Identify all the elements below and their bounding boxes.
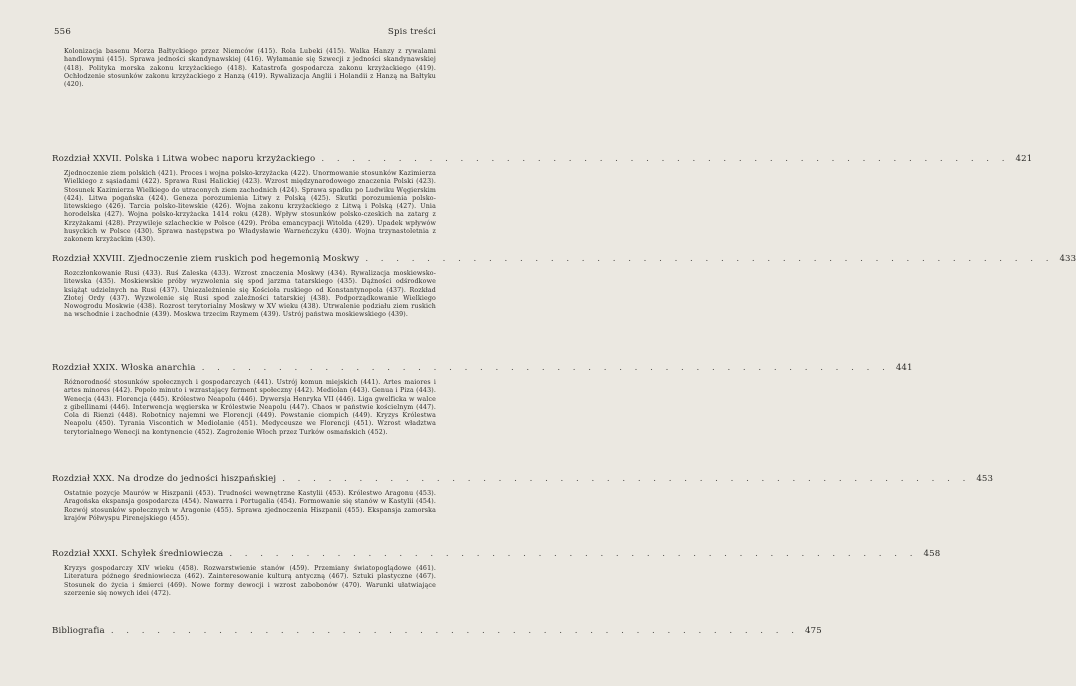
chapter-title: Rozdział XXX. Na drodze do jedności hiszpańskiej [52, 474, 277, 484]
dot-leader: . . . . . . . . . . . . . . . . . . . . . . . . . . . . . . . . . . . . . . . . . . . . . [110, 626, 799, 636]
dot-leader: . . . . . . . . . . . . . . . . . . . . . . . . . . . . . . . . . . . . . . . . . . . . . [321, 154, 1010, 164]
running-title: Spis treści [387, 27, 436, 37]
chapter-page: 433 [1059, 254, 1076, 264]
chapter-heading [52, 254, 1076, 264]
chapter-title: Rozdział XXVIII. Zjednoczenie ziem ruskich pod hegemonią Moskwy [52, 254, 360, 264]
chapter-title: Rozdział XXIX. Włoska anarchia [52, 363, 196, 373]
chapter-page: 421 [1015, 154, 1033, 164]
chapter-contents: Kryzys gospodarczy XIV wieku (458). Rozwarstwienie stanów (459). Przemiany światopoglądowe (461). Literatura późnego średniowiecza (462). Zainteresowanie kulturą antyczną (467). Sztuki plastyczne (467). Stosunek do życia i śmierci (469). Nowe formy dewocji i wzrost zabobonów (470). Warunki ułatwiające szerzenie się nowych idei (472). [64, 565, 436, 597]
page-header [54, 27, 436, 37]
chapter-page: 453 [976, 474, 994, 484]
chapter-title: Rozdział XXXI. Schyłek średniowiecza [52, 549, 224, 559]
bibliography-entry [52, 626, 822, 636]
chapter-28 [52, 254, 1076, 320]
chapter-contents: Zjednoczenie ziem polskich (421). Proces i wojna polsko-krzyżacka (422). Unormowanie stosunków Kazimierza Wielkiego z sąsiadami (422). Sprawa Rusi Halickiej (423). Wzrost międzynarodowego znaczenia Polski (423). Stosunek Kazimierza Wielkiego do utraconych ziem zachodnich (424). Sprawa spadku po Ludwiku Węgierskim (424). Litwa pogańska (424). Geneza porozumienia Litwy z Polską (425). Skutki porozumienia polsko-litewskiego (426). Tarcia polsko-litewskie (426). Wojna zakonu krzyżackiego z Litwą i Polską (427). Unia horodelska (427). Wojna polsko-krzyżacka 1414 roku (428). Wpływ stosunków polsko-czeskich na zatarg z Krzyżakami (428). Przywileje szlacheckie w Polsce (429). Próba emancypacji Witolda (429). Upadek wpływów husyckich w Polsce (430). Sprawa następstwa po Władysławie Warneńczyku (430). Wojna trzynastoletnia z zakonem krzyżackim (430). [64, 170, 436, 243]
dot-leader: . . . . . . . . . . . . . . . . . . . . . . . . . . . . . . . . . . . . . . . . . . . . . [229, 549, 918, 559]
chapter-heading [52, 474, 994, 484]
chapter-30 [52, 474, 994, 523]
chapter-31 [52, 549, 941, 598]
chapter-contents: Rozczłonkowanie Rusi (433). Ruś Zaleska (433). Wzrost znaczenia Moskwy (434). Rywalizacja moskiewsko-litewska (435). Moskiewskie próby wyzwolenia się spod jarzma tatarskiego (435). Dążności odśrodkowe książąt udzielnych na Rusi (437). Uniezależnienie się Kościoła ruskiego od Konstantynopola (437). Rozkład Złotej Ordy (437). Wyzwolenie się Rusi spod zależności tatarskiej (438). Podporządkowanie Wielkiego Nowogrodu Moskwie (438). Rozrost terytorialny Moskwy w XV wieku (438). Utrwalenie podziału ziem ruskich na wschodnie i zachodnie (439). Moskwa trzecim Rzymem (439). Ustrój państwa moskiewskiego (439). [64, 270, 436, 319]
chapter-title: Rozdział XXVII. Polska i Litwa wobec naporu krzyżackiego [52, 154, 316, 164]
bibliography-title: Bibliografia [52, 626, 105, 636]
intro-paragraph: Kolonizacja basenu Morza Bałtyckiego przez Niemców (415). Rola Lubeki (415). Walka Hanzy z rywalami handlowymi (415). Sprawa jedności skandynawskiej (416). Wyłamanie się Szwecji z jedności skandynawskiej (418). Polityka morska zakonu krzyżackiego (418). Katastrofa gospodarcza zakonu krzyżackiego (419). Ochłodzenie stosunków zakonu krzyżackiego z Hanzą (419). Rywalizacja Anglii i Holandii z Hanzą na Bałtyku (420). [64, 48, 436, 88]
dot-leader: . . . . . . . . . . . . . . . . . . . . . . . . . . . . . . . . . . . . . . . . . . . . . [282, 474, 971, 484]
chapter-27 [52, 154, 1033, 244]
chapter-heading [52, 626, 822, 636]
chapter-heading [52, 363, 913, 373]
chapter-contents: Ostatnie pozycje Maurów w Hiszpanii (453). Trudności wewnętrzne Kastylii (453). Królestwo Aragonu (453). Aragońska ekspansja gospodarcza (454). Nawarra i Portugalia (454). Formowanie się stanów w Kastylii (454). Rozwój stosunków społecznych w Aragonie (455). Sprawa zjednoczenia Hiszpanii (455). Ekspansja zamorska krajów Półwyspu Pirenejskiego (455). [64, 490, 436, 522]
chapter-heading [52, 154, 1033, 164]
chapter-page: 458 [923, 549, 941, 559]
bibliography-page: 475 [804, 626, 822, 636]
page-number: 556 [54, 27, 72, 37]
chapter-29 [52, 363, 913, 437]
chapter-page: 441 [895, 363, 913, 373]
chapter-heading [52, 549, 941, 559]
dot-leader: . . . . . . . . . . . . . . . . . . . . . . . . . . . . . . . . . . . . . . . . . . . . . [201, 363, 890, 373]
chapter-contents: Różnorodność stosunków społecznych i gospodarczych (441). Ustrój komun miejskich (441). Artes maiores i artes minores (442). Popolo minuto i wzrastający ferment społeczny (442). Mediolan (443). Genua i Piza (443). Wenecja (443). Florencja (445). Królestwo Neapolu (446). Dywersja Henryka VII (446). Liga gwelfickа w walce z gibellinami (446). Interwencja węgierska w Królestwie Neapolu (447). Chaos w państwie kościelnym (447). Cola di Rienzi (448). Robotnicy najemni we Florencji (449). Powstanie ciompich (449). Kryzys Królestwa Neapolu (450). Tyrania Viscontich w Mediolanie (451). Medyceusze we Florencji (451). Wzrost władztwa terytorialnego Wenecji na kontynencie (452). Zagrożenie Włoch przez Turków osmańskich (452). [64, 379, 436, 436]
dot-leader: . . . . . . . . . . . . . . . . . . . . . . . . . . . . . . . . . . . . . . . . . . . . . [365, 254, 1054, 264]
